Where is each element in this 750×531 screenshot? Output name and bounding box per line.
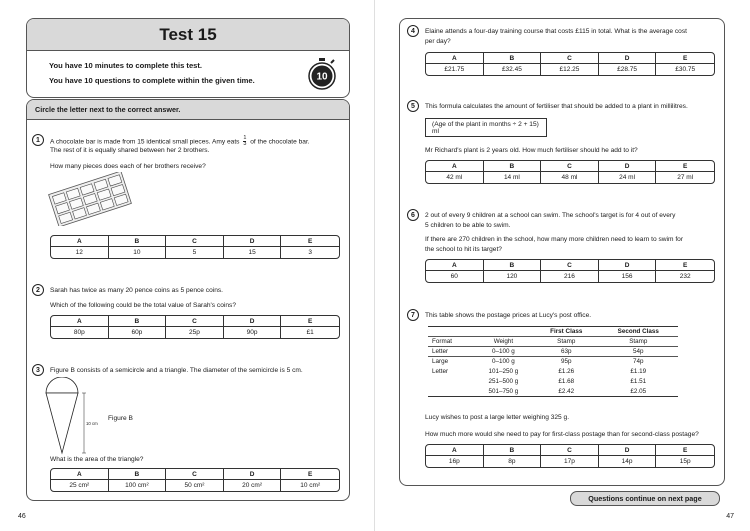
q5-answer-c: 48 ml [541, 172, 599, 183]
q4-answer-a: £21.75 [426, 64, 484, 75]
q1-answer-a: 12 [51, 247, 109, 258]
table-cell [428, 387, 473, 397]
option-b-label[interactable]: B [484, 53, 542, 64]
option-e-label[interactable]: E [656, 260, 714, 271]
q7-answer-d: 14p [599, 456, 657, 467]
chocolate-bar-image [44, 172, 136, 226]
q6-answer-b: 120 [484, 271, 542, 282]
option-a-label[interactable]: A [426, 161, 484, 172]
q6-text-line4: the school to hit its target? [425, 246, 502, 253]
q7-text-line2: Lucy wishes to post a large letter weighing 325 g. [425, 414, 570, 421]
table-cell: 74p [633, 358, 644, 366]
option-c-label[interactable]: C [541, 260, 599, 271]
continue-next-page-banner: Questions continue on next page [570, 491, 720, 506]
q2-answer-a: 80p [51, 327, 109, 338]
q3-question: What is the area of the triangle? [50, 456, 144, 463]
q6-text-line1: 2 out of every 9 children at a school can swim. The school's target is for 4 out of every [425, 212, 676, 219]
q3-answer-a: 25 cm² [51, 480, 109, 491]
page-number-left: 46 [18, 513, 26, 520]
option-e-label[interactable]: E [656, 445, 714, 456]
option-e-label[interactable]: E [656, 161, 714, 172]
option-d-label[interactable]: D [599, 260, 657, 271]
q3-answer-b: 100 cm² [109, 480, 167, 491]
table-cell: £2.05 [630, 387, 647, 395]
q1-answer-c: 5 [166, 247, 224, 258]
q4-answer-c: £12.25 [541, 64, 599, 75]
option-b-label[interactable]: B [109, 469, 167, 480]
time-instruction: You have 10 minutes to complete this test. [49, 61, 203, 70]
table-cell: £1.19 [630, 368, 647, 375]
q1-answer-d: 15 [224, 247, 282, 258]
q5-answer-table [425, 160, 715, 184]
fertiliser-formula: (Age of the plant in months ÷ 2 + 15) ml [425, 118, 547, 137]
figure-b-label: Figure B [108, 415, 133, 422]
q7-text: This table shows the postage prices at Lucy's post office. [425, 312, 592, 319]
q2-answer-c: 25p [166, 327, 224, 338]
q7-answer-table [425, 444, 715, 468]
q2-answer-d: 90p [224, 327, 282, 338]
q5-text: This formula calculates the amount of fertiliser that should be added to a plant in millilitres. [425, 103, 688, 110]
table-cell: 251–500 g [488, 378, 519, 385]
option-a-label[interactable]: A [426, 260, 484, 271]
table-cell: 63p [560, 348, 572, 355]
table-cell: £1.26 [558, 368, 575, 375]
q7-answer-a: 16p [426, 456, 484, 467]
weight-subheader: Weight [493, 338, 514, 345]
q3-answer-table [50, 468, 340, 492]
q4-text-line1: Elaine attends a four-day training course that costs £115 in total. What is the average cost [425, 28, 687, 35]
q3-answer-c: 50 cm² [166, 480, 224, 491]
option-c-label[interactable]: C [541, 161, 599, 172]
page-title: Test 15 [27, 19, 349, 51]
postage-table [428, 326, 678, 397]
q6-answer-e: 232 [679, 273, 691, 280]
table-cell: 501–750 g [488, 387, 519, 395]
option-d-label[interactable]: D [599, 161, 657, 172]
question-number-6: 6 [407, 209, 419, 221]
q4-answer-table [425, 52, 715, 76]
q4-answer-b: £32.45 [484, 64, 542, 75]
question-number-5: 5 [407, 100, 419, 112]
option-e-label[interactable]: E [281, 236, 339, 247]
table-cell: 0–100 g [492, 348, 515, 355]
table-cell: 0–100 g [492, 358, 515, 366]
q5-answer-a: 42 ml [426, 172, 484, 183]
q6-answer-d: 156 [599, 271, 657, 282]
option-a-label[interactable]: A [426, 53, 484, 64]
q6-text-line3: If there are 270 children in the school, how many more children need to learn to swim for [425, 236, 684, 243]
option-c-label[interactable]: C [166, 316, 224, 327]
q7-question: How much more would she need to pay for first-class postage than for second-class postage? [425, 431, 699, 438]
height-label: 10 cm [86, 421, 98, 426]
q6-answer-a: 60 [426, 271, 484, 282]
question-number-3: 3 [32, 364, 44, 376]
table-cell: 54p [633, 348, 644, 355]
table-cell: £1.68 [558, 378, 575, 385]
option-c-label[interactable]: C [166, 469, 224, 480]
option-b-label[interactable]: B [484, 445, 542, 456]
option-a-label[interactable]: A [426, 445, 484, 456]
option-b-label[interactable]: B [484, 260, 542, 271]
first-stamp-subheader: Stamp [557, 338, 576, 345]
table-cell: 101–250 g [488, 368, 519, 375]
option-c-label[interactable]: C [541, 445, 599, 456]
option-a-label[interactable]: A [51, 236, 109, 247]
table-cell: Letter [432, 368, 449, 375]
q4-answer-d: £28.75 [599, 64, 657, 75]
q5-question: Mr Richard's plant is 2 years old. How much fertiliser should he add to it? [425, 147, 638, 154]
option-b-label[interactable]: B [109, 236, 167, 247]
option-a-label[interactable]: A [51, 469, 109, 480]
q4-text-line2: per day? [425, 38, 451, 45]
stopwatch-icon [305, 57, 339, 91]
figure-b-diagram [40, 377, 110, 457]
q2-text: Sarah has twice as many 20 pence coins as 5 pence coins. [50, 287, 224, 294]
q2-question: Which of the following could be the total value of Sarah's coins? [50, 302, 236, 309]
option-c-label[interactable]: C [166, 236, 224, 247]
option-d-label[interactable]: D [599, 53, 657, 64]
test-header [26, 18, 350, 98]
q4-answer-e: £30.75 [675, 66, 696, 73]
q3-text: Figure B consists of a semicircle and a triangle. The diameter of the semicircle is 5 cm. [50, 367, 303, 374]
q1-question: How many pieces does each of her brothers receive? [50, 163, 206, 170]
q1-answer-table [50, 235, 340, 259]
first-class-header: First Class [550, 328, 583, 335]
question-number-1: 1 [32, 134, 44, 146]
q5-answer-e: 27 ml [677, 174, 694, 181]
page-number-right: 47 [726, 513, 734, 520]
q1-answer-b: 10 [109, 247, 167, 258]
option-d-label[interactable]: D [599, 445, 657, 456]
table-cell: £2.42 [558, 387, 575, 395]
table-cell: £1.51 [630, 378, 647, 385]
second-class-header: Second Class [617, 328, 659, 335]
right-page [375, 0, 750, 531]
q1-text-line2: The rest of it is equally shared between her 2 brothers. [50, 147, 210, 154]
q5-answer-b: 14 ml [484, 172, 542, 183]
q5-answer-d: 24 ml [599, 172, 657, 183]
q1-answer-e: 3 [308, 249, 312, 256]
q7-answer-e: 15p [679, 458, 691, 465]
table-cell: Letter [432, 348, 449, 355]
option-e-label[interactable]: E [656, 53, 714, 64]
q3-answer-d: 20 cm² [224, 480, 282, 491]
table-cell [428, 377, 473, 387]
q6-text-line2: 5 children to be able to swim. [425, 222, 511, 229]
question-number-4: 4 [407, 25, 419, 37]
option-d-label[interactable]: D [224, 236, 282, 247]
q3-answer-e: 10 cm² [300, 482, 321, 489]
q6-answer-c: 216 [541, 271, 599, 282]
question-number-7: 7 [407, 309, 419, 321]
option-d-label[interactable]: D [224, 316, 282, 327]
option-c-label[interactable]: C [541, 53, 599, 64]
format-subheader: Format [432, 338, 452, 345]
option-a-label[interactable]: A [51, 316, 109, 327]
instruction-bar: Circle the letter next to the correct answer. [27, 100, 349, 120]
q2-answer-b: 60p [109, 327, 167, 338]
q2-answer-e: £1 [306, 329, 314, 336]
timer-value: 10 [316, 71, 328, 83]
table-cell: 95p [560, 358, 572, 366]
option-b-label[interactable]: B [484, 161, 542, 172]
second-stamp-subheader: Stamp [629, 338, 648, 345]
question-count-instruction: You have 10 questions to complete within the given time. [49, 76, 255, 85]
option-e-label[interactable]: E [281, 469, 339, 480]
q7-answer-c: 17p [541, 456, 599, 467]
option-e-label[interactable]: E [281, 316, 339, 327]
option-b-label[interactable]: B [109, 316, 167, 327]
question-number-2: 2 [32, 284, 44, 296]
q2-answer-table [50, 315, 340, 339]
q1-text-line1: A chocolate bar is made from 15 identical small pieces. Amy eats $\frac{1}{3}$ of the chocolate bar. [50, 135, 310, 147]
option-d-label[interactable]: D [224, 469, 282, 480]
q7-answer-b: 8p [484, 456, 542, 467]
table-cell: Large [432, 358, 449, 366]
q6-answer-table [425, 259, 715, 283]
